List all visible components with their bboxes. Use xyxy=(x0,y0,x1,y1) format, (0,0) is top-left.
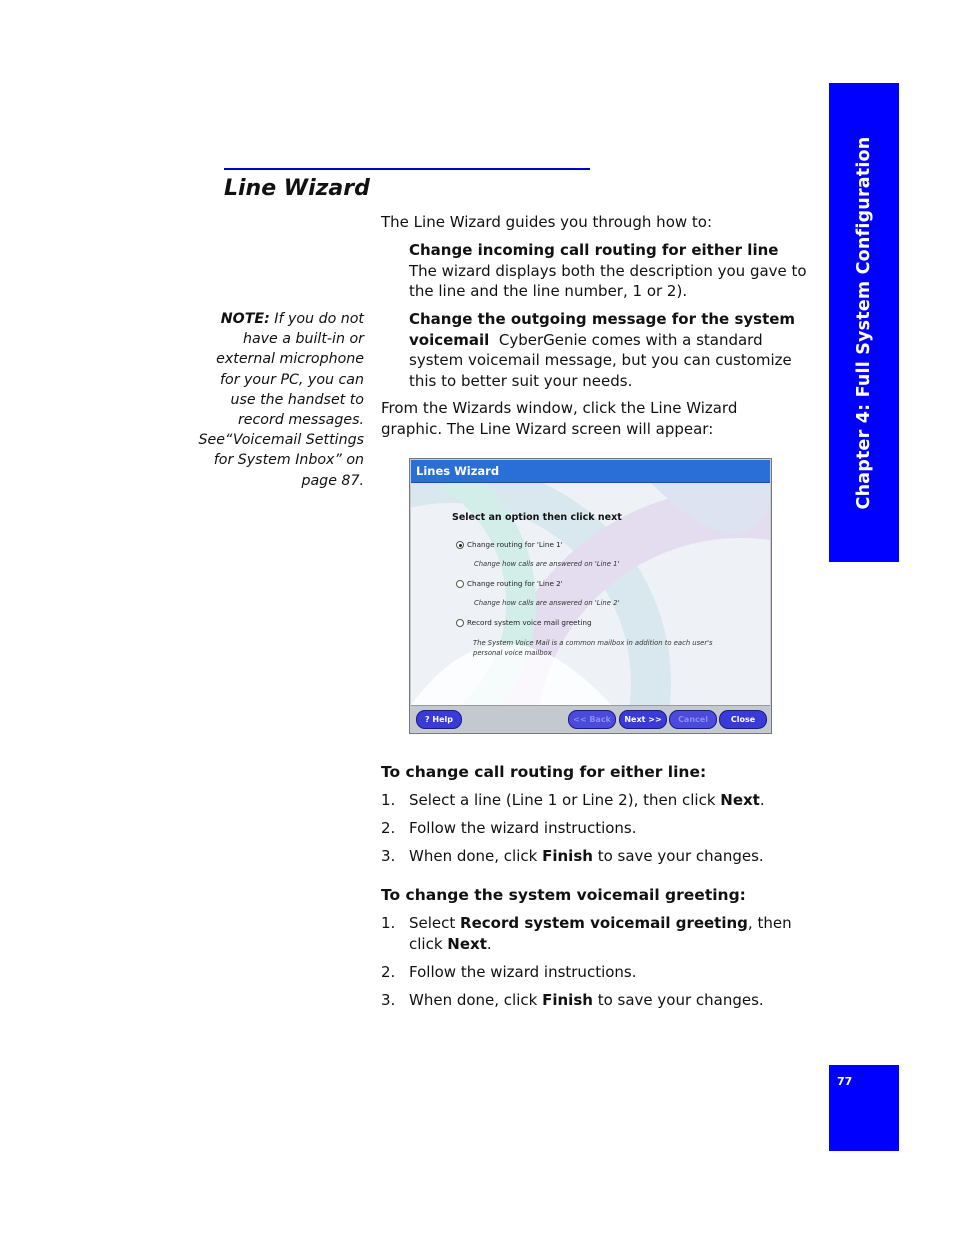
option-label: Change routing for 'Line 1' xyxy=(467,540,563,549)
note-text: If you do not have a built-in or external microphone for your PC, you can use the handset to record messages. See“Voicemail Settings for System Inbox” on page 87. xyxy=(198,311,364,489)
wizard-prompt: Select an option then click next xyxy=(452,512,622,523)
help-button[interactable]: ? Help xyxy=(416,710,462,729)
lines-wizard-screenshot xyxy=(409,458,772,734)
procedure-step: 2. Follow the wizard instructions. xyxy=(381,962,637,981)
feature-item xyxy=(409,309,809,391)
wizard-footer xyxy=(411,705,770,732)
feature-item-text: The wizard displays both the description you gave to the line and the line number, 1 or 2). xyxy=(409,261,807,300)
procedure-heading: To change call routing for either line: xyxy=(381,763,707,781)
close-button[interactable]: Close xyxy=(719,710,767,729)
radio-record-greeting[interactable] xyxy=(456,619,464,627)
procedure-heading: To change the system voicemail greeting: xyxy=(381,886,746,904)
heading-rule xyxy=(224,168,590,170)
feature-item-text: CyberGenie comes with a standard system voicemail message, but you can customize this to better suit your needs. xyxy=(409,330,792,390)
option-desc: The System Voice Mail is a common mailbox in addition to each user's personal voice mailbox xyxy=(473,639,713,657)
side-note xyxy=(196,309,364,491)
radio-line1[interactable] xyxy=(456,541,464,549)
feature-item-title: Change the outgoing message for the system voicemail xyxy=(409,310,796,349)
procedure-steps xyxy=(381,790,801,874)
option-label: Record system voice mail greeting xyxy=(467,618,592,627)
wizard-body xyxy=(411,483,770,705)
radio-line2[interactable] xyxy=(456,580,464,588)
chapter-tab xyxy=(829,83,899,562)
intro-text: The Line Wizard guides you through how to: xyxy=(381,213,713,231)
option-desc: Change how calls are answered on 'Line 1' xyxy=(474,560,620,568)
feature-item-title: Change incoming call routing for either line xyxy=(409,241,779,259)
next-button[interactable]: Next >> xyxy=(619,710,667,729)
option-desc: Change how calls are answered on 'Line 2' xyxy=(474,599,620,607)
back-button[interactable]: << Back xyxy=(568,710,616,729)
wizard-titlebar xyxy=(411,460,770,483)
page-number: 77 xyxy=(837,1075,853,1088)
procedure-step: 3. When done, click Finish to save your changes. xyxy=(381,990,764,1009)
chapter-tab-label: Chapter 4: Full System Configuration xyxy=(854,136,874,509)
feature-item xyxy=(409,240,809,302)
wizard-title: Lines Wizard xyxy=(416,464,500,478)
help-icon: ? xyxy=(424,715,430,724)
option-label: Change routing for 'Line 2' xyxy=(467,579,563,588)
procedure-step: 1. Select Record system voicemail greeting, then click Next. xyxy=(381,914,792,953)
procedure-step: 1. Select a line (Line 1 or Line 2), then click Next. xyxy=(381,791,765,809)
procedure-step: 3. When done, click Finish to save your changes. xyxy=(381,847,764,865)
page-number-tab xyxy=(829,1065,899,1151)
procedure-step: 2. Follow the wizard instructions. xyxy=(381,819,637,837)
page-title: Line Wizard xyxy=(224,176,370,201)
cancel-button[interactable]: Cancel xyxy=(669,710,717,729)
note-label: NOTE: xyxy=(220,311,270,327)
procedure-steps xyxy=(381,913,801,1018)
instruction-text: From the Wizards window, click the Line Wizard graphic. The Line Wizard screen will appear: xyxy=(381,399,738,438)
